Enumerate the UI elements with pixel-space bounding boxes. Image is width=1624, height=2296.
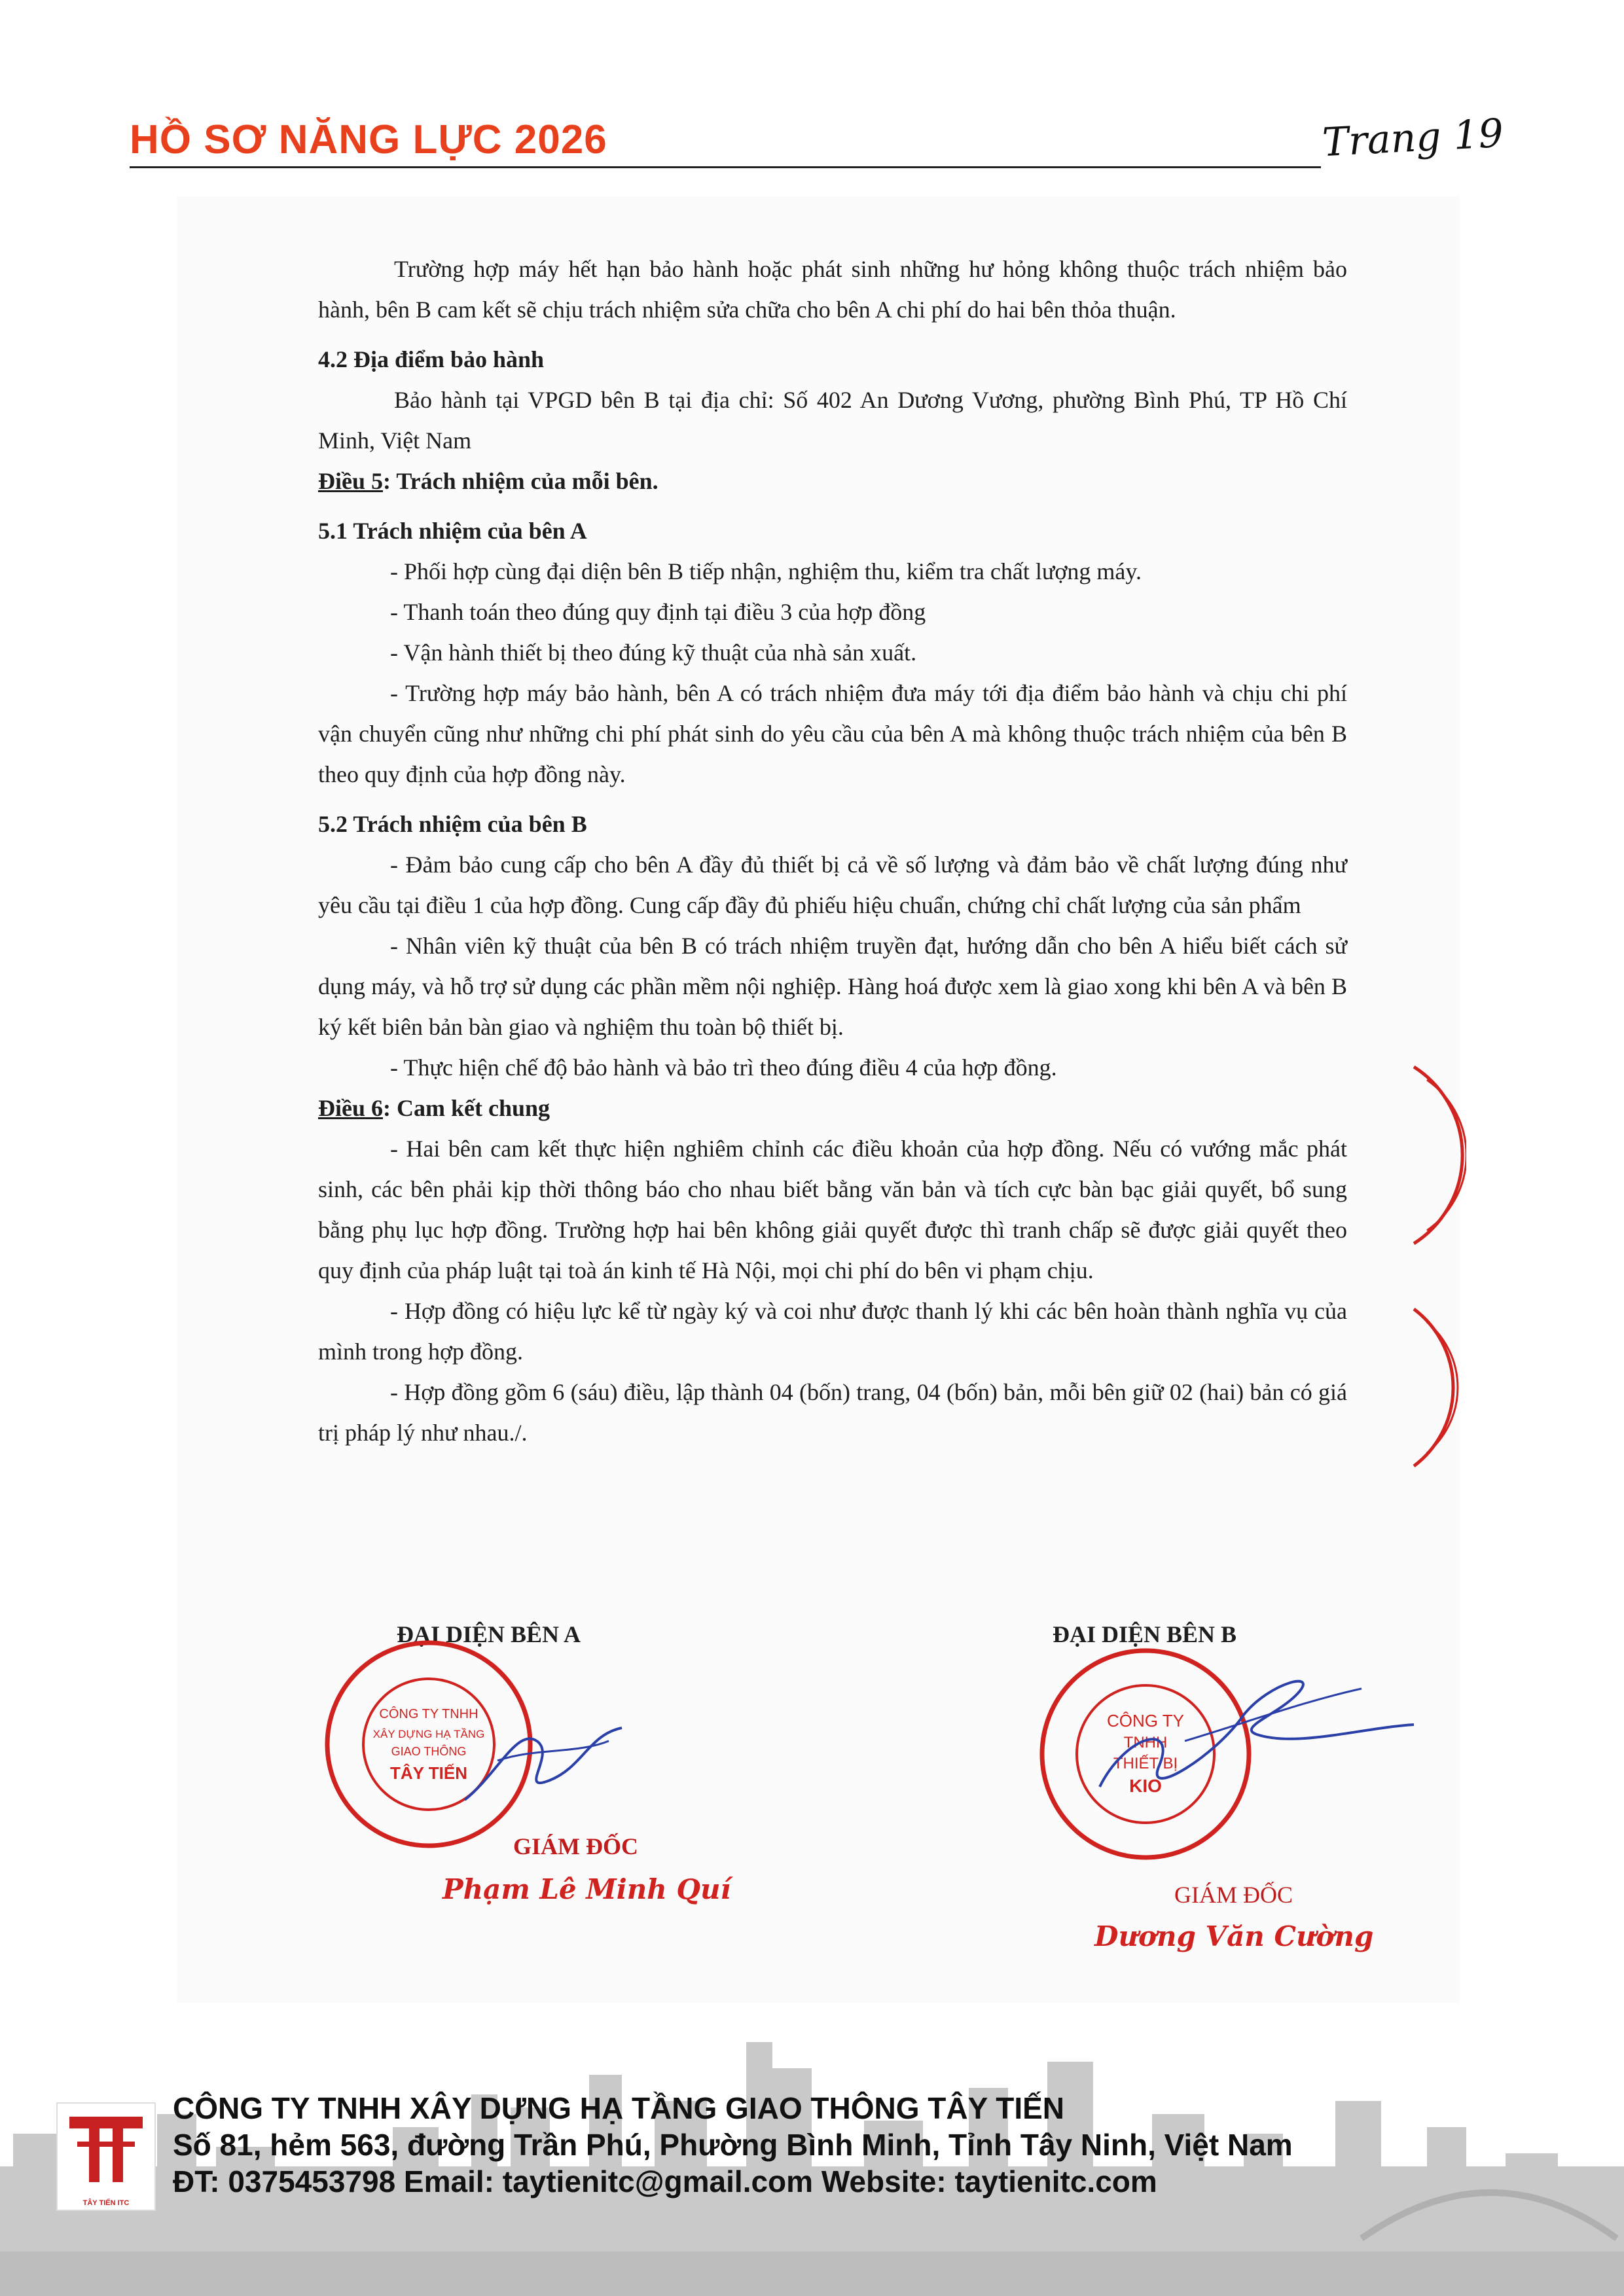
partial-seal-icon	[1401, 1302, 1466, 1473]
paragraph: Bảo hành tại VPGD bên B tại địa chỉ: Số 402 An Dương Vương, phường Bình Phú, TP Hồ Chí Minh, Việt Nam	[318, 387, 1347, 454]
partial-seal-icon	[1401, 1060, 1466, 1250]
svg-text:CÔNG TY: CÔNG TY	[1107, 1711, 1184, 1731]
paragraph: Trường hợp máy hết hạn bảo hành hoặc phát sinh những hư hỏng không thuộc trách nhiệm bảo hành, bên B cam kết sẽ chịu trách nhiệm sửa chữa cho bên A chi phí do hai bên thỏa thuận.	[318, 256, 1347, 323]
list-item: - Thanh toán theo đúng quy định tại điều 3 của hợp đồng	[390, 599, 926, 625]
svg-text:TÂY TIẾN: TÂY TIẾN	[390, 1763, 467, 1783]
page-number: Trang 19	[1321, 110, 1505, 166]
list-item: - Hợp đồng có hiệu lực kể từ ngày ký và coi như được thanh lý khi các bên hoàn thành nghĩa vụ của mình trong hợp đồng.	[318, 1298, 1347, 1365]
footer-contact: ĐT: 0375453798 Email: taytienitc@gmail.com Website: taytienitc.com	[173, 2164, 1157, 2198]
signature-a-role: GIÁM ĐỐC	[513, 1833, 638, 1859]
list-item: - Thực hiện chế độ bảo hành và bảo trì theo đúng điều 4 của hợp đồng.	[390, 1054, 1057, 1081]
list-item: - Phối hợp cùng đại diện bên B tiếp nhận, nghiệm thu, kiểm tra chất lượng máy.	[390, 558, 1142, 584]
article-heading	[318, 1088, 1347, 1128]
article-title: : Trách nhiệm của mỗi bên.	[383, 468, 659, 494]
company-logo	[56, 2102, 156, 2211]
article-title: : Cam kết chung	[383, 1095, 550, 1121]
svg-text:KIO: KIO	[1129, 1776, 1162, 1796]
list-item: - Trường hợp máy bảo hành, bên A có trách nhiệm đưa máy tới địa điểm bảo hành và chịu chi phí vận chuyển cũng như những chi phí phát sinh do yêu cầu của bên A mà không thuộc trách nhiệm của bên B theo quy định của hợp đồng này.	[318, 680, 1347, 787]
contract-body	[318, 249, 1347, 1453]
article-label: Điều 5	[318, 468, 383, 494]
header-rule	[130, 166, 1321, 168]
company-logo-icon	[58, 2104, 154, 2195]
footer-company-name: CÔNG TY TNHH XÂY DỰNG HẠ TẦNG GIAO THÔNG TÂY TIẾN	[173, 2091, 1065, 2125]
list-item: - Đảm bảo cung cấp cho bên A đầy đủ thiết bị cả về số lượng và đảm bảo về chất lượng đúng như yêu cầu tại điều 1 của hợp đồng. Cung cấp đầy đủ phiếu hiệu chuẩn, chứng chỉ chất lượng của sản phẩm	[318, 852, 1347, 918]
svg-text:THIẾT BỊ: THIẾT BỊ	[1113, 1755, 1178, 1772]
signature-scribble-b	[1087, 1656, 1427, 1813]
signature-scribble-a	[458, 1702, 628, 1813]
list-item: - Nhân viên kỹ thuật của bên B có trách nhiệm truyền đạt, hướng dẫn cho bên A hiểu biết cách sử dụng máy, và hỗ trợ sử dụng các phần mềm nội nghiệp. Hàng hoá được xem là giao xong khi bên A và bên B ký kết biên bản bàn giao và nghiệm thu toàn bộ thiết bị.	[318, 933, 1347, 1040]
list-item: - Hợp đồng gồm 6 (sáu) điều, lập thành 04 (bốn) trang, 04 (bốn) bản, mỗi bên giữ 02 (hai) bản có giá trị pháp lý như nhau./.	[318, 1379, 1347, 1446]
signature-a-name: Phạm Lê Minh Quí	[442, 1873, 731, 1905]
list-item: - Vận hành thiết bị theo đúng kỹ thuật của nhà sản xuất.	[390, 639, 917, 666]
article-heading	[318, 461, 1347, 501]
signature-b-name: Dương Văn Cường	[1094, 1920, 1374, 1952]
signature-b-title: ĐẠI DIỆN BÊN B	[1053, 1621, 1237, 1647]
svg-text:TNHH: TNHH	[1123, 1734, 1168, 1751]
page-header-title: HỒ SƠ NĂNG LỰC 2026	[130, 117, 607, 162]
article-label: Điều 6	[318, 1095, 383, 1121]
section-heading: 5.2 Trách nhiệm của bên B	[318, 811, 587, 837]
svg-text:XÂY DỰNG HẠ TẦNG: XÂY DỰNG HẠ TẦNG	[372, 1728, 485, 1740]
section-heading: 4.2 Địa điểm bảo hành	[318, 346, 545, 372]
list-item: - Hai bên cam kết thực hiện nghiêm chỉnh các điều khoản của hợp đồng. Nếu có vướng mắc phát sinh, các bên phải kịp thời thông báo cho nhau biết bằng văn bản và tích cực bàn bạc giải quyết, bổ sung bằng phụ lục hợp đồng. Trường hợp hai bên không giải quyết được thì tranh chấp sẽ được giải quyết theo quy định của pháp luật tại toà án kinh tế Hà Nội, mọi chi phí do bên vi phạm chịu.	[318, 1136, 1347, 1283]
signature-a-title: ĐẠI DIỆN BÊN A	[397, 1621, 581, 1647]
logo-caption: TÂY TIẾN ITC	[82, 2199, 130, 2207]
section-heading: 5.1 Trách nhiệm của bên A	[318, 518, 587, 544]
svg-text:GIAO THÔNG: GIAO THÔNG	[391, 1745, 467, 1758]
footer-address: Số 81, hẻm 563, đường Trần Phú, Phường Bình Minh, Tỉnh Tây Ninh, Việt Nam	[173, 2128, 1293, 2162]
signature-b-role: GIÁM ĐỐC	[1174, 1882, 1293, 1908]
svg-text:CÔNG TY TNHH: CÔNG TY TNHH	[379, 1707, 478, 1721]
